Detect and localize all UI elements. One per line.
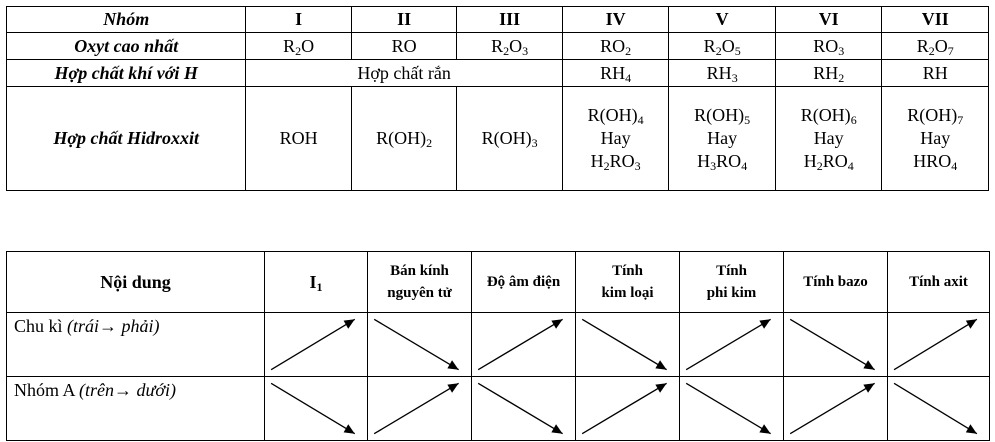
trend-arrow-down — [265, 377, 367, 440]
header-content: Nội dung — [7, 252, 265, 313]
trend-arrow — [888, 313, 990, 377]
group-header: VII — [882, 7, 989, 33]
trend-arrow-down — [680, 377, 783, 440]
hydride-formula: $RH_3$ — [669, 60, 776, 87]
arrow-head — [551, 319, 562, 328]
arrow-shaft — [894, 383, 977, 433]
trend-arrow-down — [888, 377, 989, 440]
row-header-hydroxide: Hợp chất Hidroxxit — [7, 87, 246, 191]
arrow-shaft — [478, 319, 562, 369]
oxide-formula: RO — [351, 33, 457, 60]
hydroxide-acid-formula: $R(OH)_6$ Hay $H_2RO_4$ — [775, 87, 882, 191]
hydroxide-formula: $R(OH)_3$ — [457, 87, 563, 191]
trend-arrow-up — [680, 313, 783, 376]
periodic-compounds-table — [6, 6, 989, 191]
row-header-group: Nhóm — [7, 7, 246, 33]
arrow-shaft — [478, 383, 562, 433]
arrow-head — [344, 319, 355, 328]
group-header: IV — [562, 7, 669, 33]
trend-arrow-up — [265, 313, 367, 376]
arrow-shaft — [582, 383, 666, 433]
group-header: V — [669, 7, 776, 33]
hydride-formula: $RH_2$ — [775, 60, 882, 87]
arrow-head — [759, 424, 770, 433]
arrow-shaft — [271, 383, 355, 433]
trend-arrow — [472, 313, 576, 377]
arrow-head — [447, 383, 458, 392]
oxide-formula: $R_2O_3$ — [457, 33, 563, 60]
header-atomic-radius: Bán kính nguyên tử — [368, 252, 472, 313]
header-acidity: Tính axit — [888, 252, 990, 313]
trend-arrow-up — [784, 377, 887, 440]
row-header-hydride: Hợp chất khí với H — [7, 60, 246, 87]
arrow-shaft — [374, 383, 458, 433]
arrow-shaft — [790, 319, 874, 369]
trend-arrow — [576, 313, 680, 377]
trend-arrow — [368, 313, 472, 377]
header-electronegativity: Độ âm điện — [472, 252, 576, 313]
arrow-head — [551, 424, 562, 433]
header-basicity: Tính bazo — [784, 252, 888, 313]
periodic-trends-table — [6, 251, 990, 441]
hydride-formula: RH — [882, 60, 989, 87]
trend-arrow — [888, 377, 990, 441]
arrow-shaft — [374, 319, 458, 369]
hydroxide-acid-formula: $R(OH)_7$ Hay $HRO_4$ — [882, 87, 989, 191]
group-header: III — [457, 7, 563, 33]
trend-arrow — [680, 377, 784, 441]
oxide-formula: $R_2O_5$ — [669, 33, 776, 60]
trend-arrow-down — [576, 313, 679, 376]
arrow-head — [863, 383, 874, 392]
hydride-formula: $RH_4$ — [562, 60, 669, 87]
trend-arrow — [784, 377, 888, 441]
arrow-head — [655, 360, 666, 369]
arrow-shaft — [686, 383, 770, 433]
hydroxide-formula: $R(OH)_2$ — [351, 87, 457, 191]
group-header: II — [351, 7, 457, 33]
arrow-head — [966, 424, 977, 433]
trend-arrow-up — [576, 377, 679, 440]
trend-arrow-up — [368, 377, 471, 440]
arrow-head — [966, 319, 977, 328]
trend-arrow — [680, 313, 784, 377]
trend-arrow-down — [784, 313, 887, 376]
hydroxide-acid-formula: $R(OH)_4$ Hay $H_2RO_3$ — [562, 87, 669, 191]
trend-arrow-down — [472, 377, 575, 440]
oxide-formula: $RO_2$ — [562, 33, 669, 60]
header-ionization-energy: $I_1$ — [265, 252, 368, 313]
row-header-oxide: Oxyt cao nhất — [7, 33, 246, 60]
group-header: I — [246, 7, 352, 33]
trend-arrow-up — [472, 313, 575, 376]
arrow-shaft — [271, 319, 355, 369]
arrow-shaft — [790, 383, 874, 433]
oxide-formula: $R_2O$ — [246, 33, 352, 60]
arrow-head — [447, 360, 458, 369]
trend-arrow — [265, 313, 368, 377]
row-label-group: Nhóm A (trên→ dưới) — [7, 377, 265, 441]
arrow-shaft — [686, 319, 770, 369]
arrow-head — [863, 360, 874, 369]
header-nonmetallic: Tính phi kim — [680, 252, 784, 313]
trend-arrow — [265, 377, 368, 441]
trend-arrow-down — [368, 313, 471, 376]
trend-arrow-up — [888, 313, 989, 376]
hydroxide-formula: ROH — [246, 87, 352, 191]
row-label-period: Chu kì (trái→ phải) — [7, 313, 265, 377]
trend-arrow — [368, 377, 472, 441]
hydroxide-acid-formula: $R(OH)_5$ Hay $H_3RO_4$ — [669, 87, 776, 191]
arrow-head — [759, 319, 770, 328]
trend-arrow — [576, 377, 680, 441]
oxide-formula: $R_2O_7$ — [882, 33, 989, 60]
group-header: VI — [775, 7, 882, 33]
arrow-shaft — [582, 319, 666, 369]
trend-arrow — [472, 377, 576, 441]
header-metallic: Tính kim loại — [576, 252, 680, 313]
arrow-shaft — [894, 319, 977, 369]
oxide-formula: $RO_3$ — [775, 33, 882, 60]
arrow-head — [344, 424, 355, 433]
arrow-head — [655, 383, 666, 392]
solid-compound-label: Hợp chất rắn — [246, 60, 563, 87]
trend-arrow — [784, 313, 888, 377]
